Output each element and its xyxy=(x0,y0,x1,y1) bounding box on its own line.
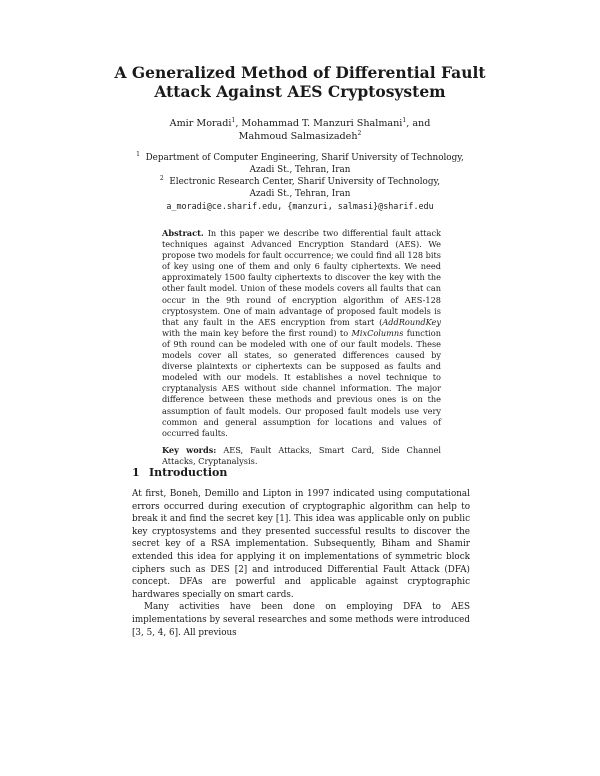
author-emails: a_moradi@ce.sharif.edu, {manzuri, salmasi}@sharif.edu xyxy=(166,201,434,211)
affiliation-2-line-1 xyxy=(0,176,600,188)
affiliation-1-line-1 xyxy=(0,152,600,164)
abstract-term-mixcolumns: MixColumns xyxy=(351,327,404,338)
section-title: Introduction xyxy=(149,466,228,479)
abstract xyxy=(162,228,441,467)
section-number: 1 xyxy=(132,466,140,479)
abstract-body-2: with the main key before the first round) to xyxy=(162,327,352,338)
introduction-body xyxy=(132,488,470,639)
author-name: Amir Moradi xyxy=(169,118,232,129)
authors-line-2 xyxy=(0,130,600,143)
author-name: Mahmoud Salmasizadeh xyxy=(238,131,358,142)
abstract-term-addroundkey: AddRoundKey xyxy=(382,316,441,327)
keywords-label: Key words: xyxy=(162,444,217,455)
affiliation-text: Electronic Research Center, Sharif University of Technology, xyxy=(169,177,441,187)
abstract-text xyxy=(162,228,441,439)
affiliation-1-line-2: Azadi St., Tehran, Iran xyxy=(249,165,351,175)
paragraph: Many activities have been done on employing DFA to AES implementations by several researches and some methods were introduced [3, 5, 4, 6]. All previous xyxy=(132,602,470,638)
keywords-text: AES, Fault Attacks, Smart Card, Side Channel Attacks, Cryptanalysis. xyxy=(162,444,441,466)
author-separator: , and xyxy=(406,118,431,129)
abstract-body-3: function of 9th round can be modeled with one of our fault models. These models cover all states, so generated differences caused by diverse plaintexts or ciphertexts can be supposed as faults and modeled with our models. It establishes a novel technique to cryptanalysis AES without side channel information. The major difference between these methods and previous ones is on the assumption of fault models. Our proposed fault models use very common and general assumption for locations and values of occurred faults. xyxy=(162,327,441,438)
author-affiliation-mark: 1 xyxy=(402,116,407,124)
paper-title-line-1: A Generalized Method of Differential Fault xyxy=(114,63,486,82)
author-name: , Mohammad T. Manzuri Shalmani xyxy=(235,118,403,129)
affiliation-text: Department of Computer Engineering, Sharif University of Technology, xyxy=(145,153,464,163)
paragraph: At first, Boneh, Demillo and Lipton in 1997 indicated using computational errors occurred during execution of cryptographic algorithm can help to break it and find the secret key [1]. This idea was applicable only on public key cryptosystems and they presented successful results to discover the secret key of a RSA implementation. Subsequently, Biham and Shamir extended this idea for applying it on implementations of symmetric block ciphers such as DES [2] and introduced Differential Fault Attack (DFA) concept. DFAs are powerful and applicable against cryptographic hardwares specially on smart cards. xyxy=(132,489,470,600)
abstract-label: Abstract. xyxy=(162,228,204,238)
authors-line-1 xyxy=(0,117,600,130)
author-affiliation-mark: 1 xyxy=(231,116,236,124)
abstract-body-1: In this paper we describe two differential fault attack techniques against Advanced Encryption Standard (AES). We propose two models for fault occurrence; we could find all 128 bits of key using one of them and only 6 faulty ciphertexts. We need approximately 1500 faulty ciphertexts to discover the key with the other fault model. Union of these models covers all faults that can occur in the 9th round of encryption algorithm of AES-128 cryptosystem. One of main advantage of proposed fault models is that any fault in the AES encryption from start ( xyxy=(162,228,442,327)
section-heading-introduction xyxy=(132,466,227,479)
author-affiliation-mark: 2 xyxy=(357,129,362,137)
affiliation-mark: 1 xyxy=(136,151,140,159)
affiliation-mark: 2 xyxy=(159,175,164,183)
affiliation-2-line-2: Azadi St., Tehran, Iran xyxy=(249,189,351,199)
keywords xyxy=(162,445,441,467)
paper-title-line-2: Attack Against AES Cryptosystem xyxy=(154,82,446,101)
